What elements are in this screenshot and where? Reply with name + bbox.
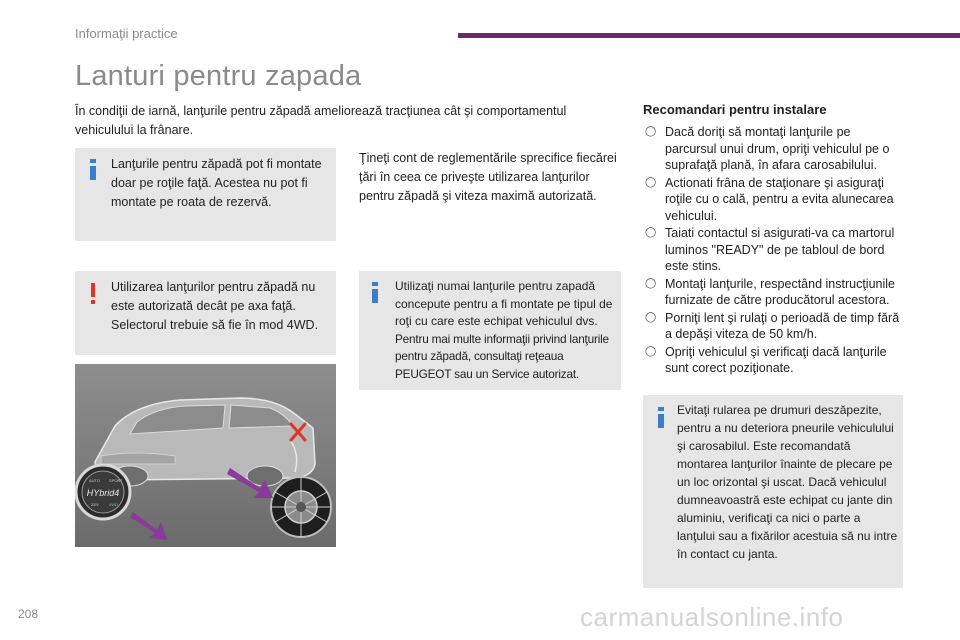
info-text-front-wheels: Lanţurile pentru zăpadă pot fi montate doar pe roţile faţă. Acestea nu pot fi montate pe roata de rezervă.: [111, 157, 322, 209]
warning-box-4wd: [75, 271, 336, 355]
list-item: ◯ Opriţi vehiculul şi verificaţi dacă lanţurile sunt corect poziţionate.: [645, 344, 887, 375]
chained-tire-icon: [271, 477, 331, 537]
info-box-front-wheels: [75, 148, 336, 241]
info-text-compatible-chains: [395, 278, 617, 383]
recommendations-title: Recomandari pentru instalare: [643, 102, 827, 117]
section-label: Informaţii practice: [75, 26, 178, 41]
selector-mode-sport: SPORT: [109, 478, 123, 483]
checkbox-bullet-icon: ◯: [645, 311, 657, 323]
checkbox-bullet-icon: ◯: [645, 227, 657, 238]
list-item: ◯ Porniţi lent şi rulaţi o perioadă de timp fără a depăşi viteza de 50 km/h.: [645, 310, 900, 341]
watermark-text: carmanualsonline.info: [580, 602, 844, 632]
info-text-avoid-roads: Evitaţi rularea pe drumuri deszăpezite, pentru a nu deteriora pneurile vehiculului şi carosabilul. Este recomandată montarea lanţurilor înainte de plecare pe un loc orizontal şi uscat. Dacă vehiculul dumneavoastră este echipat cu jante din aluminiu, verificaţi ca nici o parte a lanţului sau a fixărilor acestuia să nu intre în contact cu janta.: [677, 403, 898, 561]
arrow-to-selector-icon: [130, 512, 167, 540]
warning-text-4wd: Utilizarea lanţurilor pentru zăpadă nu este autorizată decât pe axa faţă. Selectorul trebuie să fie în mod 4WD.: [111, 280, 319, 332]
page-title: Lanturi pentru zapada: [75, 60, 362, 92]
info-box-compatible-chains: [359, 271, 621, 390]
list-item: ◯ Montaţi lanţurile, respectând instrucţiunile furnizate de către producătorul acestora.: [645, 276, 895, 307]
checkbox-bullet-icon: ◯: [645, 176, 657, 188]
selector-mode-4wd: 4WD: [109, 502, 118, 507]
regulations-paragraph: Ţineţi cont de reglementările sprecifice fiecărei ţări în ceea ce priveşte utilizarea lanţurilor pentru zăpadă şi viteza maximă autorizată.: [359, 151, 617, 203]
recommendations-list: [643, 124, 905, 378]
info-icon: [657, 407, 666, 428]
snow-chain-illustration: [75, 364, 336, 547]
checkbox-bullet-icon: ◯: [645, 345, 657, 357]
header-rule: [458, 33, 960, 38]
info-icon: [89, 159, 98, 180]
page-number: 208: [18, 607, 39, 621]
intro-paragraph: În condiţii de iarnă, lanţurile pentru zăpadă ameliorează tracţiunea cât şi comportamentul vehiculului la frânare.: [75, 104, 567, 137]
info-text-compatible-b: Pentru mai multe informaţii privind lanţurile pentru zăpadă, consultaţi reţeaua PEUGEOT sau un Service autorizat.: [395, 331, 609, 381]
selector-mode-auto: AUTO: [89, 478, 101, 483]
selector-label: HYbrid4: [86, 488, 120, 498]
list-item: ◯ Actionati frâna de staţionare şi asiguraţi roţile cu o cală, pentru a evita alunecarea vehicului.: [645, 175, 894, 223]
hybrid4-selector-icon: [76, 465, 130, 519]
list-item: ◯ Dacă doriţi să montaţi lanţurile pe parcursul unui drum, opriţi vehiculul pe o suprafaţă plană, în afara carosabilului.: [645, 125, 890, 172]
car-illustration: [75, 364, 336, 547]
info-text-compatible-a: Utilizaţi numai lanţurile pentru zapadă concepute pentru a fi montate pe tipul de roţi cu care este echipat vehiculul dvs.: [395, 279, 613, 328]
warning-icon: [89, 283, 98, 304]
checkbox-bullet-icon: ◯: [645, 277, 657, 289]
checkbox-bullet-icon: ◯: [645, 126, 657, 137]
selector-mode-zev: ZEV: [91, 502, 99, 507]
info-icon: [371, 282, 380, 303]
list-item: ◯ Taiati contactul si asigurati-va ca martorul luminos "READY" de pe tabloul de bord este stins.: [645, 226, 895, 273]
info-box-avoid-roads: [643, 395, 903, 588]
